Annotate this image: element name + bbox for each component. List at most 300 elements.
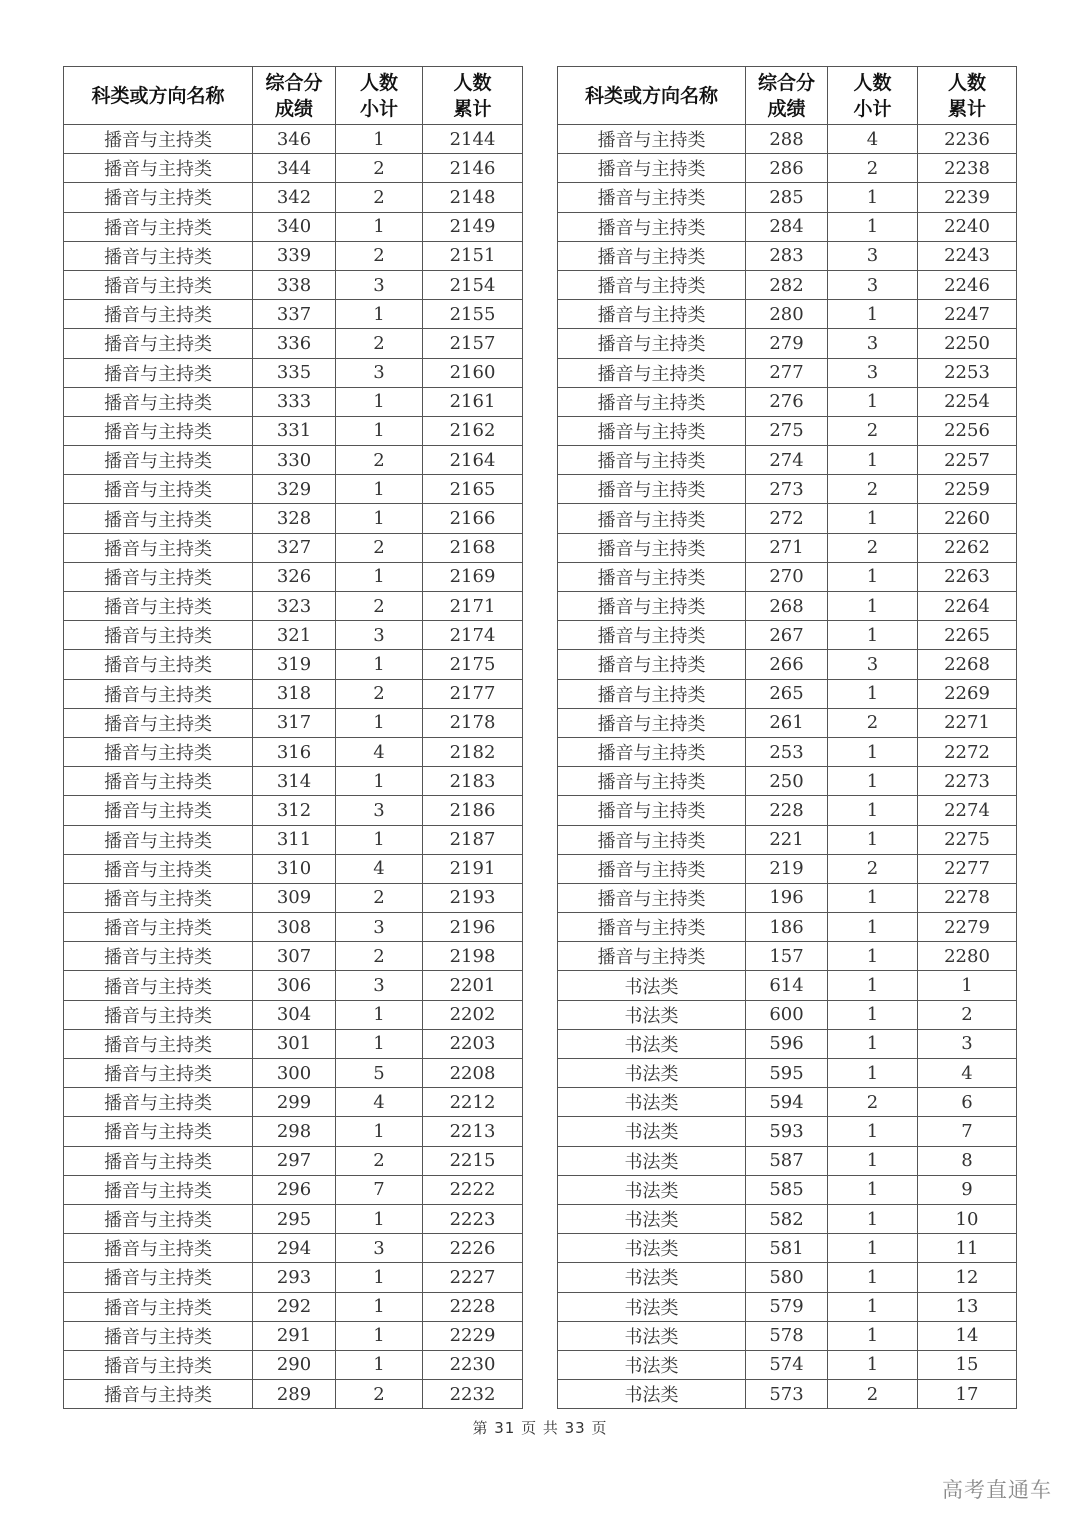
table-row <box>64 1380 523 1409</box>
cumulative-cell: 17 <box>918 1380 1017 1409</box>
score-cell: 196 <box>746 883 828 912</box>
score-cell: 304 <box>253 1000 336 1029</box>
name-cell: 书法类 <box>558 1146 746 1175</box>
table-row <box>64 767 523 796</box>
name-cell: 播音与主持类 <box>64 708 253 737</box>
score-cell: 316 <box>253 737 336 766</box>
subtotal-cell: 1 <box>828 1029 918 1058</box>
cumulative-cell: 2265 <box>918 621 1017 650</box>
cumulative-cell: 2278 <box>918 883 1017 912</box>
cumulative-cell: 2160 <box>423 358 523 387</box>
subtotal-cell: 2 <box>336 1146 423 1175</box>
score-cell: 157 <box>746 942 828 971</box>
name-cell: 播音与主持类 <box>558 825 746 854</box>
subtotal-cell: 1 <box>828 1263 918 1292</box>
header-score: 综合分 成绩 <box>253 67 336 125</box>
name-cell: 书法类 <box>558 971 746 1000</box>
cumulative-cell: 2279 <box>918 913 1017 942</box>
score-cell: 295 <box>253 1204 336 1233</box>
name-cell: 播音与主持类 <box>558 300 746 329</box>
cumulative-cell: 2203 <box>423 1029 523 1058</box>
name-cell: 书法类 <box>558 1263 746 1292</box>
table-row <box>64 737 523 766</box>
name-cell: 播音与主持类 <box>558 562 746 591</box>
table-row <box>64 1204 523 1233</box>
cumulative-cell: 2227 <box>423 1263 523 1292</box>
table-row <box>558 592 1017 621</box>
cumulative-cell: 2236 <box>918 125 1017 154</box>
name-cell: 播音与主持类 <box>64 1175 253 1204</box>
score-cell: 186 <box>746 913 828 942</box>
table-row <box>558 1380 1017 1409</box>
score-cell: 300 <box>253 1059 336 1088</box>
score-cell: 272 <box>746 504 828 533</box>
subtotal-cell: 2 <box>828 154 918 183</box>
name-cell: 播音与主持类 <box>64 1234 253 1263</box>
table-row <box>64 504 523 533</box>
subtotal-cell: 1 <box>828 825 918 854</box>
cumulative-cell: 2250 <box>918 329 1017 358</box>
table-row <box>64 1175 523 1204</box>
name-cell: 播音与主持类 <box>64 358 253 387</box>
cumulative-cell: 2259 <box>918 475 1017 504</box>
subtotal-cell: 1 <box>828 971 918 1000</box>
table-row <box>558 971 1017 1000</box>
table-row <box>64 825 523 854</box>
subtotal-cell: 3 <box>828 358 918 387</box>
score-cell: 275 <box>746 416 828 445</box>
subtotal-cell: 1 <box>828 1234 918 1263</box>
watermark: 高考直通车 <box>942 1478 1052 1502</box>
name-cell: 书法类 <box>558 1029 746 1058</box>
name-cell: 书法类 <box>558 1350 746 1379</box>
cumulative-cell: 2246 <box>918 270 1017 299</box>
cumulative-cell: 2253 <box>918 358 1017 387</box>
cumulative-cell: 2151 <box>423 241 523 270</box>
name-cell: 播音与主持类 <box>558 621 746 650</box>
score-cell: 289 <box>253 1380 336 1409</box>
cumulative-cell: 1 <box>918 971 1017 1000</box>
name-cell: 播音与主持类 <box>64 387 253 416</box>
subtotal-cell: 1 <box>828 562 918 591</box>
cumulative-cell: 4 <box>918 1059 1017 1088</box>
name-cell: 播音与主持类 <box>64 1292 253 1321</box>
subtotal-cell: 2 <box>336 942 423 971</box>
table-row <box>64 650 523 679</box>
score-cell: 317 <box>253 708 336 737</box>
cumulative-cell: 2254 <box>918 387 1017 416</box>
subtotal-cell: 1 <box>828 1146 918 1175</box>
name-cell: 播音与主持类 <box>64 796 253 825</box>
name-cell: 播音与主持类 <box>558 650 746 679</box>
table-row <box>558 1029 1017 1058</box>
table-row <box>558 913 1017 942</box>
subtotal-cell: 2 <box>336 446 423 475</box>
subtotal-cell: 1 <box>828 1350 918 1379</box>
score-cell: 321 <box>253 621 336 650</box>
table-row <box>64 1000 523 1029</box>
score-cell: 329 <box>253 475 336 504</box>
score-cell: 323 <box>253 592 336 621</box>
name-cell: 播音与主持类 <box>558 446 746 475</box>
score-cell: 346 <box>253 125 336 154</box>
score-cell: 268 <box>746 592 828 621</box>
table-row <box>558 387 1017 416</box>
name-cell: 播音与主持类 <box>558 125 746 154</box>
table-row <box>558 1321 1017 1350</box>
subtotal-cell: 1 <box>828 592 918 621</box>
score-cell: 314 <box>253 767 336 796</box>
name-cell: 播音与主持类 <box>558 504 746 533</box>
name-cell: 播音与主持类 <box>64 1117 253 1146</box>
score-cell: 221 <box>746 825 828 854</box>
table-row <box>558 154 1017 183</box>
header-score: 综合分 成绩 <box>746 67 828 125</box>
subtotal-cell: 1 <box>828 1321 918 1350</box>
cumulative-cell: 2182 <box>423 737 523 766</box>
subtotal-cell: 1 <box>828 883 918 912</box>
table-row <box>64 446 523 475</box>
score-cell: 294 <box>253 1234 336 1263</box>
cumulative-cell: 2148 <box>423 183 523 212</box>
table-row <box>64 854 523 883</box>
cumulative-cell: 2215 <box>423 1146 523 1175</box>
name-cell: 播音与主持类 <box>558 883 746 912</box>
score-cell: 587 <box>746 1146 828 1175</box>
cumulative-cell: 2240 <box>918 212 1017 241</box>
table-row <box>64 679 523 708</box>
table-row <box>558 942 1017 971</box>
name-cell: 书法类 <box>558 1000 746 1029</box>
score-cell: 311 <box>253 825 336 854</box>
table-row <box>558 329 1017 358</box>
subtotal-cell: 7 <box>336 1175 423 1204</box>
table-row <box>64 942 523 971</box>
subtotal-cell: 2 <box>336 329 423 358</box>
subtotal-cell: 1 <box>828 1204 918 1233</box>
subtotal-cell: 1 <box>828 767 918 796</box>
score-cell: 297 <box>253 1146 336 1175</box>
name-cell: 播音与主持类 <box>64 592 253 621</box>
subtotal-cell: 2 <box>828 1380 918 1409</box>
table-row <box>558 1117 1017 1146</box>
name-cell: 播音与主持类 <box>558 942 746 971</box>
table-row <box>558 183 1017 212</box>
header-cumulative: 人数 累计 <box>918 67 1017 125</box>
cumulative-cell: 2228 <box>423 1292 523 1321</box>
score-cell: 330 <box>253 446 336 475</box>
score-cell: 340 <box>253 212 336 241</box>
cumulative-cell: 2275 <box>918 825 1017 854</box>
cumulative-cell: 2168 <box>423 533 523 562</box>
name-cell: 播音与主持类 <box>64 1204 253 1233</box>
score-cell: 333 <box>253 387 336 416</box>
cumulative-cell: 2161 <box>423 387 523 416</box>
score-cell: 286 <box>746 154 828 183</box>
name-cell: 书法类 <box>558 1321 746 1350</box>
name-cell: 播音与主持类 <box>64 621 253 650</box>
table-row <box>558 1292 1017 1321</box>
subtotal-cell: 1 <box>828 1117 918 1146</box>
cumulative-cell: 2196 <box>423 913 523 942</box>
cumulative-cell: 9 <box>918 1175 1017 1204</box>
table-row <box>64 533 523 562</box>
table-row <box>558 1204 1017 1233</box>
cumulative-cell: 8 <box>918 1146 1017 1175</box>
name-cell: 播音与主持类 <box>64 446 253 475</box>
score-cell: 261 <box>746 708 828 737</box>
table-row <box>558 358 1017 387</box>
name-cell: 播音与主持类 <box>64 737 253 766</box>
subtotal-cell: 1 <box>336 1204 423 1233</box>
name-cell: 播音与主持类 <box>64 1321 253 1350</box>
name-cell: 播音与主持类 <box>558 212 746 241</box>
table-row <box>558 1059 1017 1088</box>
score-cell: 296 <box>253 1175 336 1204</box>
name-cell: 播音与主持类 <box>64 241 253 270</box>
table-row <box>558 475 1017 504</box>
subtotal-cell: 1 <box>336 504 423 533</box>
name-cell: 播音与主持类 <box>558 854 746 883</box>
subtotal-cell: 1 <box>828 942 918 971</box>
table-row <box>558 737 1017 766</box>
cumulative-cell: 2165 <box>423 475 523 504</box>
table-row <box>558 1088 1017 1117</box>
name-cell: 书法类 <box>558 1380 746 1409</box>
cumulative-cell: 2178 <box>423 708 523 737</box>
cumulative-cell: 2257 <box>918 446 1017 475</box>
table-row <box>558 504 1017 533</box>
score-cell: 574 <box>746 1350 828 1379</box>
table-row <box>558 241 1017 270</box>
cumulative-cell: 2187 <box>423 825 523 854</box>
name-cell: 播音与主持类 <box>64 1088 253 1117</box>
subtotal-cell: 2 <box>336 592 423 621</box>
score-cell: 582 <box>746 1204 828 1233</box>
score-cell: 312 <box>253 796 336 825</box>
header-subtotal: 人数 小计 <box>828 67 918 125</box>
table-row <box>558 1350 1017 1379</box>
score-cell: 344 <box>253 154 336 183</box>
cumulative-cell: 15 <box>918 1350 1017 1379</box>
cumulative-cell: 2232 <box>423 1380 523 1409</box>
name-cell: 书法类 <box>558 1059 746 1088</box>
page-number: 第 31 页 共 33 页 <box>472 1419 608 1437</box>
cumulative-cell: 2277 <box>918 854 1017 883</box>
subtotal-cell: 1 <box>336 416 423 445</box>
score-cell: 291 <box>253 1321 336 1350</box>
table-row <box>64 796 523 825</box>
cumulative-cell: 2198 <box>423 942 523 971</box>
subtotal-cell: 1 <box>336 708 423 737</box>
name-cell: 播音与主持类 <box>558 475 746 504</box>
table-row <box>64 329 523 358</box>
score-cell: 292 <box>253 1292 336 1321</box>
table-row <box>64 1088 523 1117</box>
subtotal-cell: 1 <box>828 387 918 416</box>
score-cell: 285 <box>746 183 828 212</box>
table-row <box>558 796 1017 825</box>
table-row <box>558 212 1017 241</box>
subtotal-cell: 4 <box>828 125 918 154</box>
table-row <box>64 416 523 445</box>
subtotal-cell: 1 <box>336 1029 423 1058</box>
score-cell: 336 <box>253 329 336 358</box>
cumulative-cell: 2256 <box>918 416 1017 445</box>
score-cell: 331 <box>253 416 336 445</box>
cumulative-cell: 2155 <box>423 300 523 329</box>
score-cell: 309 <box>253 883 336 912</box>
table-row <box>64 1146 523 1175</box>
table-row <box>558 1000 1017 1029</box>
score-cell: 328 <box>253 504 336 533</box>
score-cell: 274 <box>746 446 828 475</box>
subtotal-cell: 2 <box>336 183 423 212</box>
name-cell: 播音与主持类 <box>64 270 253 299</box>
name-cell: 播音与主持类 <box>64 1000 253 1029</box>
name-cell: 播音与主持类 <box>64 504 253 533</box>
name-cell: 书法类 <box>558 1234 746 1263</box>
name-cell: 播音与主持类 <box>558 154 746 183</box>
cumulative-cell: 2175 <box>423 650 523 679</box>
cumulative-cell: 7 <box>918 1117 1017 1146</box>
subtotal-cell: 2 <box>828 1088 918 1117</box>
subtotal-cell: 1 <box>336 1292 423 1321</box>
subtotal-cell: 1 <box>336 1350 423 1379</box>
subtotal-cell: 1 <box>336 300 423 329</box>
cumulative-cell: 2193 <box>423 883 523 912</box>
score-cell: 266 <box>746 650 828 679</box>
cumulative-cell: 2239 <box>918 183 1017 212</box>
subtotal-cell: 1 <box>336 125 423 154</box>
table-body-left <box>64 125 523 1409</box>
name-cell: 播音与主持类 <box>64 416 253 445</box>
subtotal-cell: 1 <box>336 212 423 241</box>
table-row <box>558 1234 1017 1263</box>
name-cell: 播音与主持类 <box>64 154 253 183</box>
subtotal-cell: 5 <box>336 1059 423 1088</box>
score-cell: 578 <box>746 1321 828 1350</box>
score-cell: 580 <box>746 1263 828 1292</box>
score-cell: 270 <box>746 562 828 591</box>
score-cell: 288 <box>746 125 828 154</box>
header-name: 科类或方向名称 <box>558 67 746 125</box>
table-row <box>64 708 523 737</box>
score-cell: 335 <box>253 358 336 387</box>
name-cell: 播音与主持类 <box>558 708 746 737</box>
cumulative-cell: 2269 <box>918 679 1017 708</box>
cumulative-cell: 2164 <box>423 446 523 475</box>
subtotal-cell: 1 <box>336 562 423 591</box>
subtotal-cell: 1 <box>828 737 918 766</box>
table-row <box>558 621 1017 650</box>
table-header-row <box>64 67 523 125</box>
score-cell: 307 <box>253 942 336 971</box>
name-cell: 播音与主持类 <box>64 854 253 883</box>
subtotal-cell: 3 <box>828 329 918 358</box>
name-cell: 播音与主持类 <box>64 562 253 591</box>
score-cell: 299 <box>253 1088 336 1117</box>
name-cell: 播音与主持类 <box>64 825 253 854</box>
subtotal-cell: 2 <box>336 241 423 270</box>
subtotal-cell: 1 <box>336 650 423 679</box>
name-cell: 播音与主持类 <box>64 212 253 241</box>
score-cell: 276 <box>746 387 828 416</box>
cumulative-cell: 10 <box>918 1204 1017 1233</box>
table-row <box>558 650 1017 679</box>
table-row <box>558 125 1017 154</box>
table-row <box>64 1234 523 1263</box>
score-cell: 573 <box>746 1380 828 1409</box>
cumulative-cell: 13 <box>918 1292 1017 1321</box>
score-cell: 253 <box>746 737 828 766</box>
score-cell: 579 <box>746 1292 828 1321</box>
table-row <box>558 679 1017 708</box>
score-cell: 290 <box>253 1350 336 1379</box>
cumulative-cell: 2223 <box>423 1204 523 1233</box>
cumulative-cell: 2262 <box>918 533 1017 562</box>
name-cell: 播音与主持类 <box>64 971 253 1000</box>
cumulative-cell: 11 <box>918 1234 1017 1263</box>
header-subtotal: 人数 小计 <box>336 67 423 125</box>
name-cell: 播音与主持类 <box>64 125 253 154</box>
score-cell: 614 <box>746 971 828 1000</box>
cumulative-cell: 2238 <box>918 154 1017 183</box>
table-row <box>64 387 523 416</box>
table-row <box>558 825 1017 854</box>
name-cell: 播音与主持类 <box>558 533 746 562</box>
score-cell: 280 <box>746 300 828 329</box>
score-cell: 338 <box>253 270 336 299</box>
cumulative-cell: 2144 <box>423 125 523 154</box>
subtotal-cell: 2 <box>336 679 423 708</box>
subtotal-cell: 1 <box>828 796 918 825</box>
cumulative-cell: 2226 <box>423 1234 523 1263</box>
subtotal-cell: 1 <box>828 621 918 650</box>
name-cell: 播音与主持类 <box>64 329 253 358</box>
score-cell: 593 <box>746 1117 828 1146</box>
subtotal-cell: 1 <box>828 504 918 533</box>
subtotal-cell: 3 <box>336 1234 423 1263</box>
subtotal-cell: 1 <box>336 1263 423 1292</box>
table-row <box>64 562 523 591</box>
table-row <box>64 270 523 299</box>
cumulative-cell: 2230 <box>423 1350 523 1379</box>
subtotal-cell: 4 <box>336 737 423 766</box>
table-row <box>64 621 523 650</box>
subtotal-cell: 1 <box>828 446 918 475</box>
name-cell: 播音与主持类 <box>558 592 746 621</box>
name-cell: 播音与主持类 <box>64 1029 253 1058</box>
score-cell: 308 <box>253 913 336 942</box>
table-row <box>558 300 1017 329</box>
cumulative-cell: 12 <box>918 1263 1017 1292</box>
table-row <box>64 300 523 329</box>
score-cell: 306 <box>253 971 336 1000</box>
cumulative-cell: 2247 <box>918 300 1017 329</box>
score-cell: 327 <box>253 533 336 562</box>
table-row <box>64 154 523 183</box>
name-cell: 播音与主持类 <box>558 183 746 212</box>
score-cell: 273 <box>746 475 828 504</box>
table-row <box>64 241 523 270</box>
score-cell: 310 <box>253 854 336 883</box>
table-row <box>558 708 1017 737</box>
cumulative-cell: 2191 <box>423 854 523 883</box>
cumulative-cell: 2268 <box>918 650 1017 679</box>
subtotal-cell: 1 <box>828 679 918 708</box>
table-row <box>64 1350 523 1379</box>
